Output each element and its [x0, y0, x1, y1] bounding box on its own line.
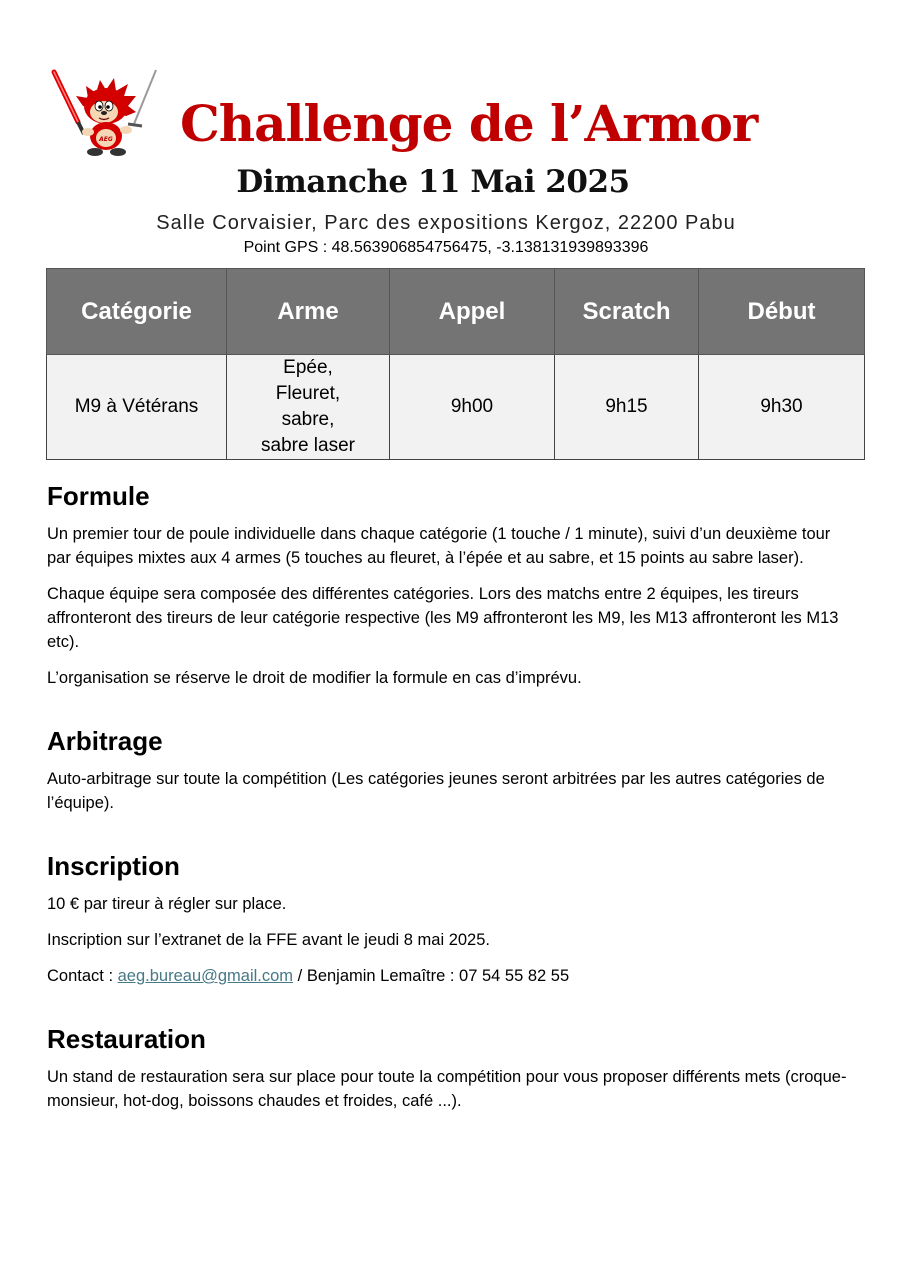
event-title: Challenge de l’Armor	[180, 94, 758, 153]
section-title-restauration: Restauration	[47, 1024, 206, 1054]
contact-phone: / Benjamin Lemaître : 07 54 55 82 55	[293, 967, 570, 985]
event-venue: Salle Corvaisier, Parc des expositions Kergoz, 22200 Pabu	[156, 212, 736, 234]
arbitrage-paragraph-1: Auto-arbitrage sur toute la compétition (Les catégories jeunes seront arbitrées par les autres catégories de l’équipe).	[47, 770, 825, 812]
cell-categorie: M9 à Vétérans	[47, 355, 227, 460]
formule-paragraph-1: Un premier tour de poule individuelle dans chaque catégorie (1 touche / 1 minute), suivi d’un deuxième tour par équipes mixtes aux 4 armes (5 touches au fleuret, à l’épée et au sabre, et 15 points au sabre laser).	[47, 525, 831, 567]
cell-scratch: 9h15	[555, 355, 699, 460]
inscription-paragraph-2: Inscription sur l’extranet de la FFE avant le jeudi 8 mai 2025.	[47, 931, 490, 949]
header-appel: Appel	[390, 269, 555, 355]
contact-label: Contact :	[47, 967, 118, 985]
section-restauration	[47, 1021, 857, 1113]
arme-line: sabre,	[281, 409, 335, 430]
formule-paragraph-2: Chaque équipe sera composée des différentes catégories. Lors des matchs entre 2 équipes, les tireurs affronteront des tireurs de leur catégorie respective (les M9 affronteront les M9, les M13 affronteront les M13 etc).	[47, 585, 839, 651]
header-arme: Arme	[227, 269, 390, 355]
header-debut: Début	[699, 269, 865, 355]
contact-line	[47, 964, 857, 988]
inscription-paragraph-1: 10 € par tireur à régler sur place.	[47, 895, 287, 913]
arme-line: Fleuret,	[275, 383, 341, 404]
cell-debut: 9h30	[699, 355, 865, 460]
restauration-paragraph-1: Un stand de restauration sera sur place pour toute la compétition pour vous proposer différents mets (croque-monsieur, hot-dog, boissons chaudes et froides, café ...).	[47, 1068, 847, 1110]
schedule-table	[46, 268, 865, 460]
table-row	[47, 355, 865, 460]
logo-lettering: AEG	[99, 136, 113, 143]
gps-coordinates: Point GPS : 48.563906854756475, -3.138131939893396	[243, 239, 649, 256]
event-date: Dimanche 11 Mai 2025	[236, 164, 630, 200]
section-inscription	[47, 848, 857, 988]
section-title-formule: Formule	[47, 481, 150, 511]
header-categorie: Catégorie	[47, 269, 227, 355]
contact-email-link[interactable]: aeg.bureau@gmail.com	[117, 967, 294, 985]
section-arbitrage	[47, 723, 857, 815]
main-content	[47, 478, 857, 1113]
header-scratch: Scratch	[555, 269, 699, 355]
arme-line: sabre laser	[261, 435, 355, 456]
section-formule	[47, 478, 857, 690]
club-logo-hedgehog-icon	[48, 66, 162, 160]
section-title-inscription: Inscription	[47, 851, 180, 881]
schedule-header-row	[47, 269, 865, 355]
formule-paragraph-3: L’organisation se réserve le droit de modifier la formule en cas d’imprévu.	[47, 669, 582, 687]
cell-arme	[227, 355, 390, 460]
cell-appel: 9h00	[390, 355, 555, 460]
section-title-arbitrage: Arbitrage	[47, 726, 163, 756]
arme-line: Epée,	[283, 357, 333, 378]
